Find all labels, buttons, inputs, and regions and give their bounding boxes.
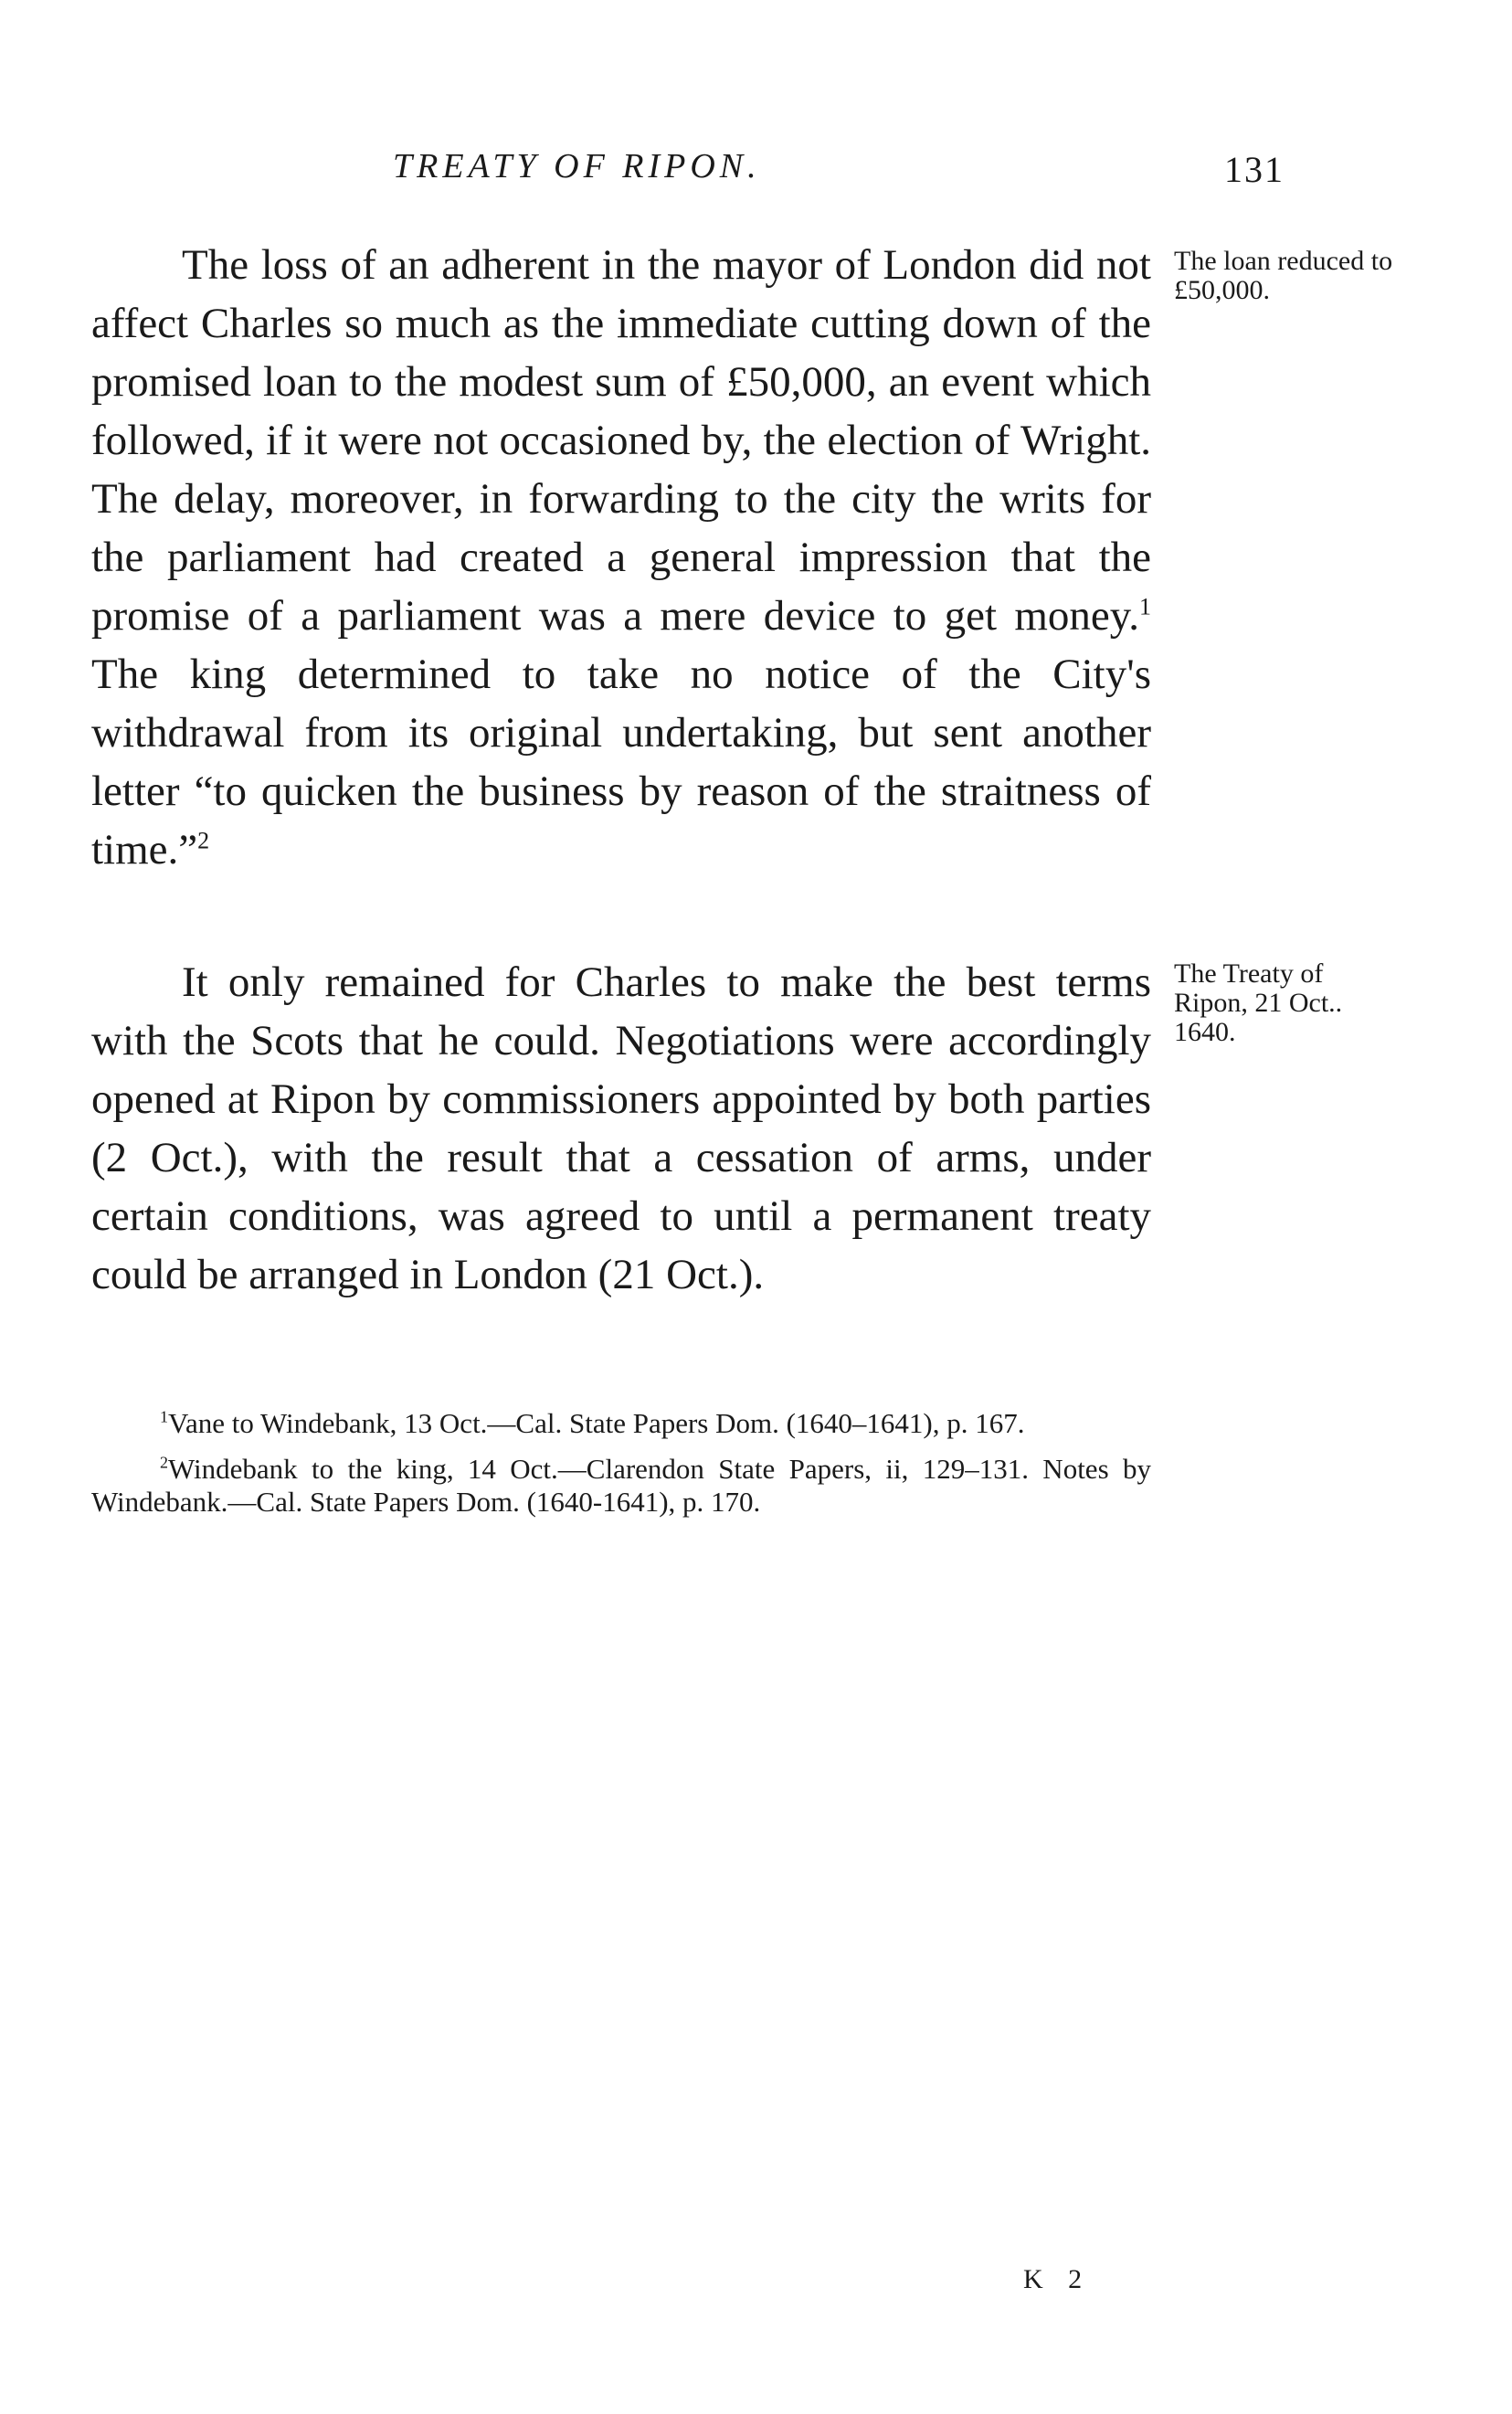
paragraph-text: The loss of an adherent in the mayor of London did not affect Charles so much as the immediate cutting down of the promised loan to the modest sum of £50,000, an event which followed, if it were not occasioned by, the election of Wright. The delay, moreover, in forwarding to the city the writs for the parliament had created a general impression that the promise of a parliament was a mere device to get money.	[91, 241, 1151, 640]
paragraph-text: It only remained for Charles to make the best terms with the Scots that he could. Negotiations were accordingly opened at Ripon by commissioners appointed by both parties (2 Oct.), with the result that a cessation of arms, under certain conditions, was agreed to until a permanent treaty could be arranged in London (21 Oct.).	[91, 958, 1151, 1298]
footnote-mark: 1	[160, 1407, 168, 1426]
body-paragraph-2	[91, 953, 1151, 1304]
footnote-ref-2: 2	[197, 827, 210, 854]
running-head	[0, 146, 1512, 201]
margin-note-loan: The loan reduced to £50,000.	[1174, 246, 1393, 305]
running-title: TREATY OF RIPON.	[393, 147, 761, 185]
paragraph-text-continued: The king determined to take no notice of the City's withdrawal from its original undertaking, but sent another letter “to quicken the business by reason of the straitness of time.”	[91, 651, 1151, 873]
footnote-1	[91, 1407, 1151, 1440]
footnote-2	[91, 1453, 1151, 1519]
footnote-text: Windebank to the king, 14 Oct.—Clarendon State Papers, ii, 129–131. Notes by Windebank.—Cal. State Papers Dom. (1640-1641), p. 170.	[91, 1453, 1151, 1518]
footnotes	[91, 1407, 1151, 1531]
margin-note-treaty: The Treaty of Ripon, 21 Oct.. 1640.	[1174, 958, 1343, 1047]
footnote-mark: 2	[160, 1453, 168, 1472]
body-paragraph-1	[91, 236, 1151, 879]
footnote-ref-1: 1	[1139, 593, 1151, 620]
signature-mark: K 2	[1023, 2264, 1092, 2294]
page-number: 131	[1224, 149, 1285, 190]
footnote-text: Vane to Windebank, 13 Oct.—Cal. State Papers Dom. (1640–1641), p. 167.	[168, 1407, 1025, 1439]
